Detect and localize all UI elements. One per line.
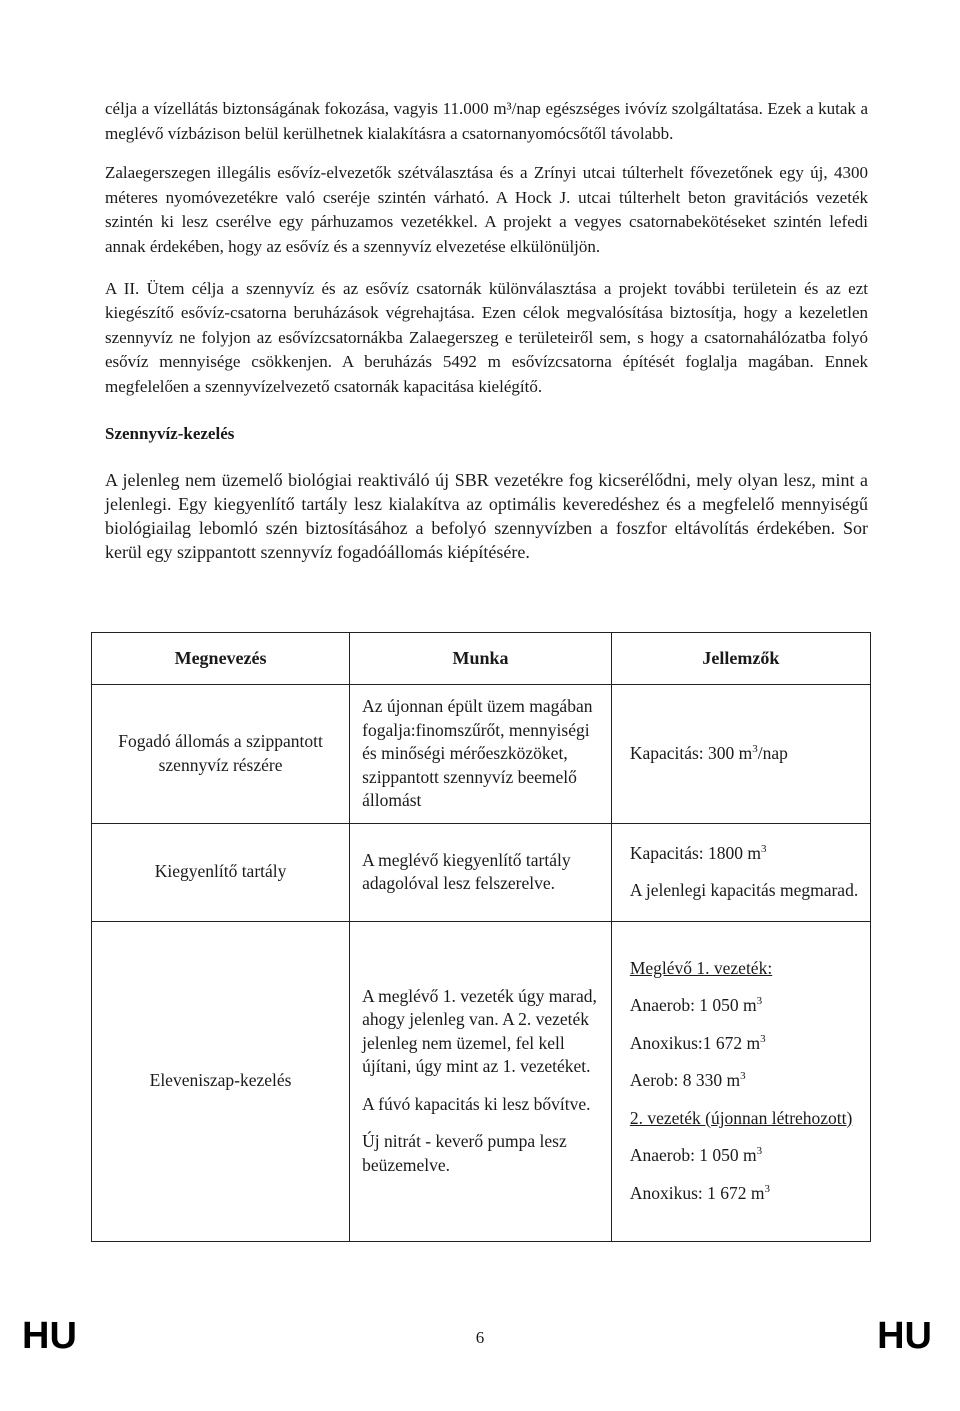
line-one-title: Meglévő 1. vezeték: — [629, 957, 773, 978]
capacity-unit: /nap — [757, 743, 788, 763]
works-table — [91, 632, 871, 1242]
paragraph-water-supply: célja a vízellátás biztonságának fokozása, vagyis 11.000 m³/nap egészséges ivóvíz szolgáltatása. Ezek a kutak a meglévő vízbázison belül kerülhetnek kialakításra a csatornanyomócsőtől távolabb. — [105, 99, 868, 143]
anaerob-value: Anaerob: 1 050 m — [629, 1145, 757, 1166]
unit-exponent: 3 — [764, 1182, 770, 1195]
table-row — [92, 685, 871, 824]
unit-exponent: 3 — [752, 743, 758, 756]
table-row — [92, 823, 871, 921]
row-work: Az újonnan épült üzem magában fogalja:finomszűrőt, mennyiségi és minőségi mérőeszközöket, szippantott szennyvíz beemelő állomást — [350, 685, 612, 824]
section-heading-wastewater: Szennyvíz-kezelés — [105, 423, 235, 443]
unit-exponent: 3 — [756, 1145, 763, 1158]
anoxikus-value: Anoxikus:1 672 m — [629, 1032, 761, 1053]
table-row — [92, 921, 871, 1241]
footer-language-code-left: HU — [22, 1315, 77, 1357]
aerob-value: Aerob: 8 330 m — [629, 1070, 741, 1091]
row-name: Fogadó állomás a szippantott szennyvíz részére — [92, 685, 350, 824]
page-body — [105, 97, 868, 579]
table-header-row — [92, 633, 871, 685]
row-characteristics — [611, 921, 870, 1241]
anaerob-value: Anaerob: 1 050 m — [629, 995, 757, 1016]
row-characteristics — [611, 823, 870, 921]
anoxikus-value: Anoxikus: 1 672 m — [629, 1182, 765, 1203]
row-work: A meglévő kiegyenlítő tartály adagolóval lesz felszerelve. — [350, 823, 612, 921]
paragraph-wastewater-treatment: A jelenleg nem üzemelő biológiai reaktiváló új SBR vezetékre fog kicserélődni, mely olyan lesz, mint a jelenlegi. Egy kiegyenlítő tartály lesz kialakítva az optimális keveredéshez és a megfelelő mennyiségű biológiailag lebomló szén biztosításához a befolyó szennyvízben a foszfor eltávolítás érdekében. Sor kerül egy szippantott szennyvíz fogadóállomás kiépítésére. — [105, 470, 868, 563]
work-line-one: A meglévő 1. vezeték úgy marad, ahogy jelenleg van. A 2. vezeték jelenleg nem üzemel, fel kell újítani, úgy mint az 1. vezetéket. — [362, 985, 597, 1077]
unit-exponent: 3 — [740, 1070, 746, 1083]
footer-language-code-right: HU — [877, 1315, 932, 1357]
header-name: Megnevezés — [92, 633, 350, 685]
line-one-aerob — [630, 1069, 862, 1093]
row-name: Kiegyenlítő tartály — [92, 823, 350, 921]
capacity-label: Kapacitás: 300 m — [629, 743, 753, 763]
unit-exponent: 3 — [761, 842, 767, 855]
unit-exponent: 3 — [756, 995, 763, 1008]
line-one-anoxikus — [630, 1032, 862, 1056]
row-work — [350, 921, 612, 1241]
line-one-anaerob — [630, 994, 862, 1018]
row-characteristics — [611, 685, 870, 824]
paragraph-phase-two: A II. Ütem célja a szennyvíz és az esővíz csatornák különválasztása a projekt további területein és az ezt kiegészítő esővíz-csatorna beruházások végrehajtása. Ezen célok megvalósítása biztosítja, hogy a kezeletlen szennyvíz ne folyjon az esővízcsatornákba Zalaegerszeg e területeiről sem, s hogy a csatornahálózatba folyó esővíz mennyisége csökkenjen. A beruházás 5492 m esővízcsatorna építését foglalja magában. Ennek megfelelően a szennyvízelvezető csatornák kapacitása kielégítő. — [105, 278, 868, 396]
paragraph-rainwater-separation: Zalaegerszegen illegális esővíz-elvezetők szétválasztása és a Zrínyi utcai túlterhelt fővezetőnek egy új, 4300 méteres nyomóvezetékre való cseréje szintén várható. A Hock J. utcai túlterhelt beton gravitációs vezeték szintén ki lesz cserélve egy párhuzamos vezetékkel. A projekt a vegyes csatornabekötéseket szintén lefedi annak érdekében, hogy az esővíz és a szennyvíz elvezetése elkülönüljön. — [105, 163, 868, 256]
header-work: Munka — [350, 633, 612, 685]
header-characteristics: Jellemzők — [611, 633, 870, 685]
row-name: Eleveniszap-kezelés — [92, 921, 350, 1241]
line-two-title: 2. vezeték (újonnan létrehozott) — [629, 1107, 853, 1128]
unit-exponent: 3 — [760, 1032, 766, 1045]
work-blower: A fúvó kapacitás ki lesz bővítve. — [362, 1093, 591, 1114]
work-nitrate-pump: Új nitrát - keverő pumpa lesz beüzemelve. — [362, 1131, 567, 1175]
line-two-anaerob — [630, 1144, 862, 1168]
capacity-label: Kapacitás: 1800 m — [629, 842, 762, 863]
capacity-note: A jelenlegi kapacitás megmarad. — [629, 880, 859, 900]
line-two-anoxikus — [630, 1182, 862, 1206]
page-number: 6 — [475, 1328, 485, 1347]
capacity-line — [630, 842, 862, 866]
